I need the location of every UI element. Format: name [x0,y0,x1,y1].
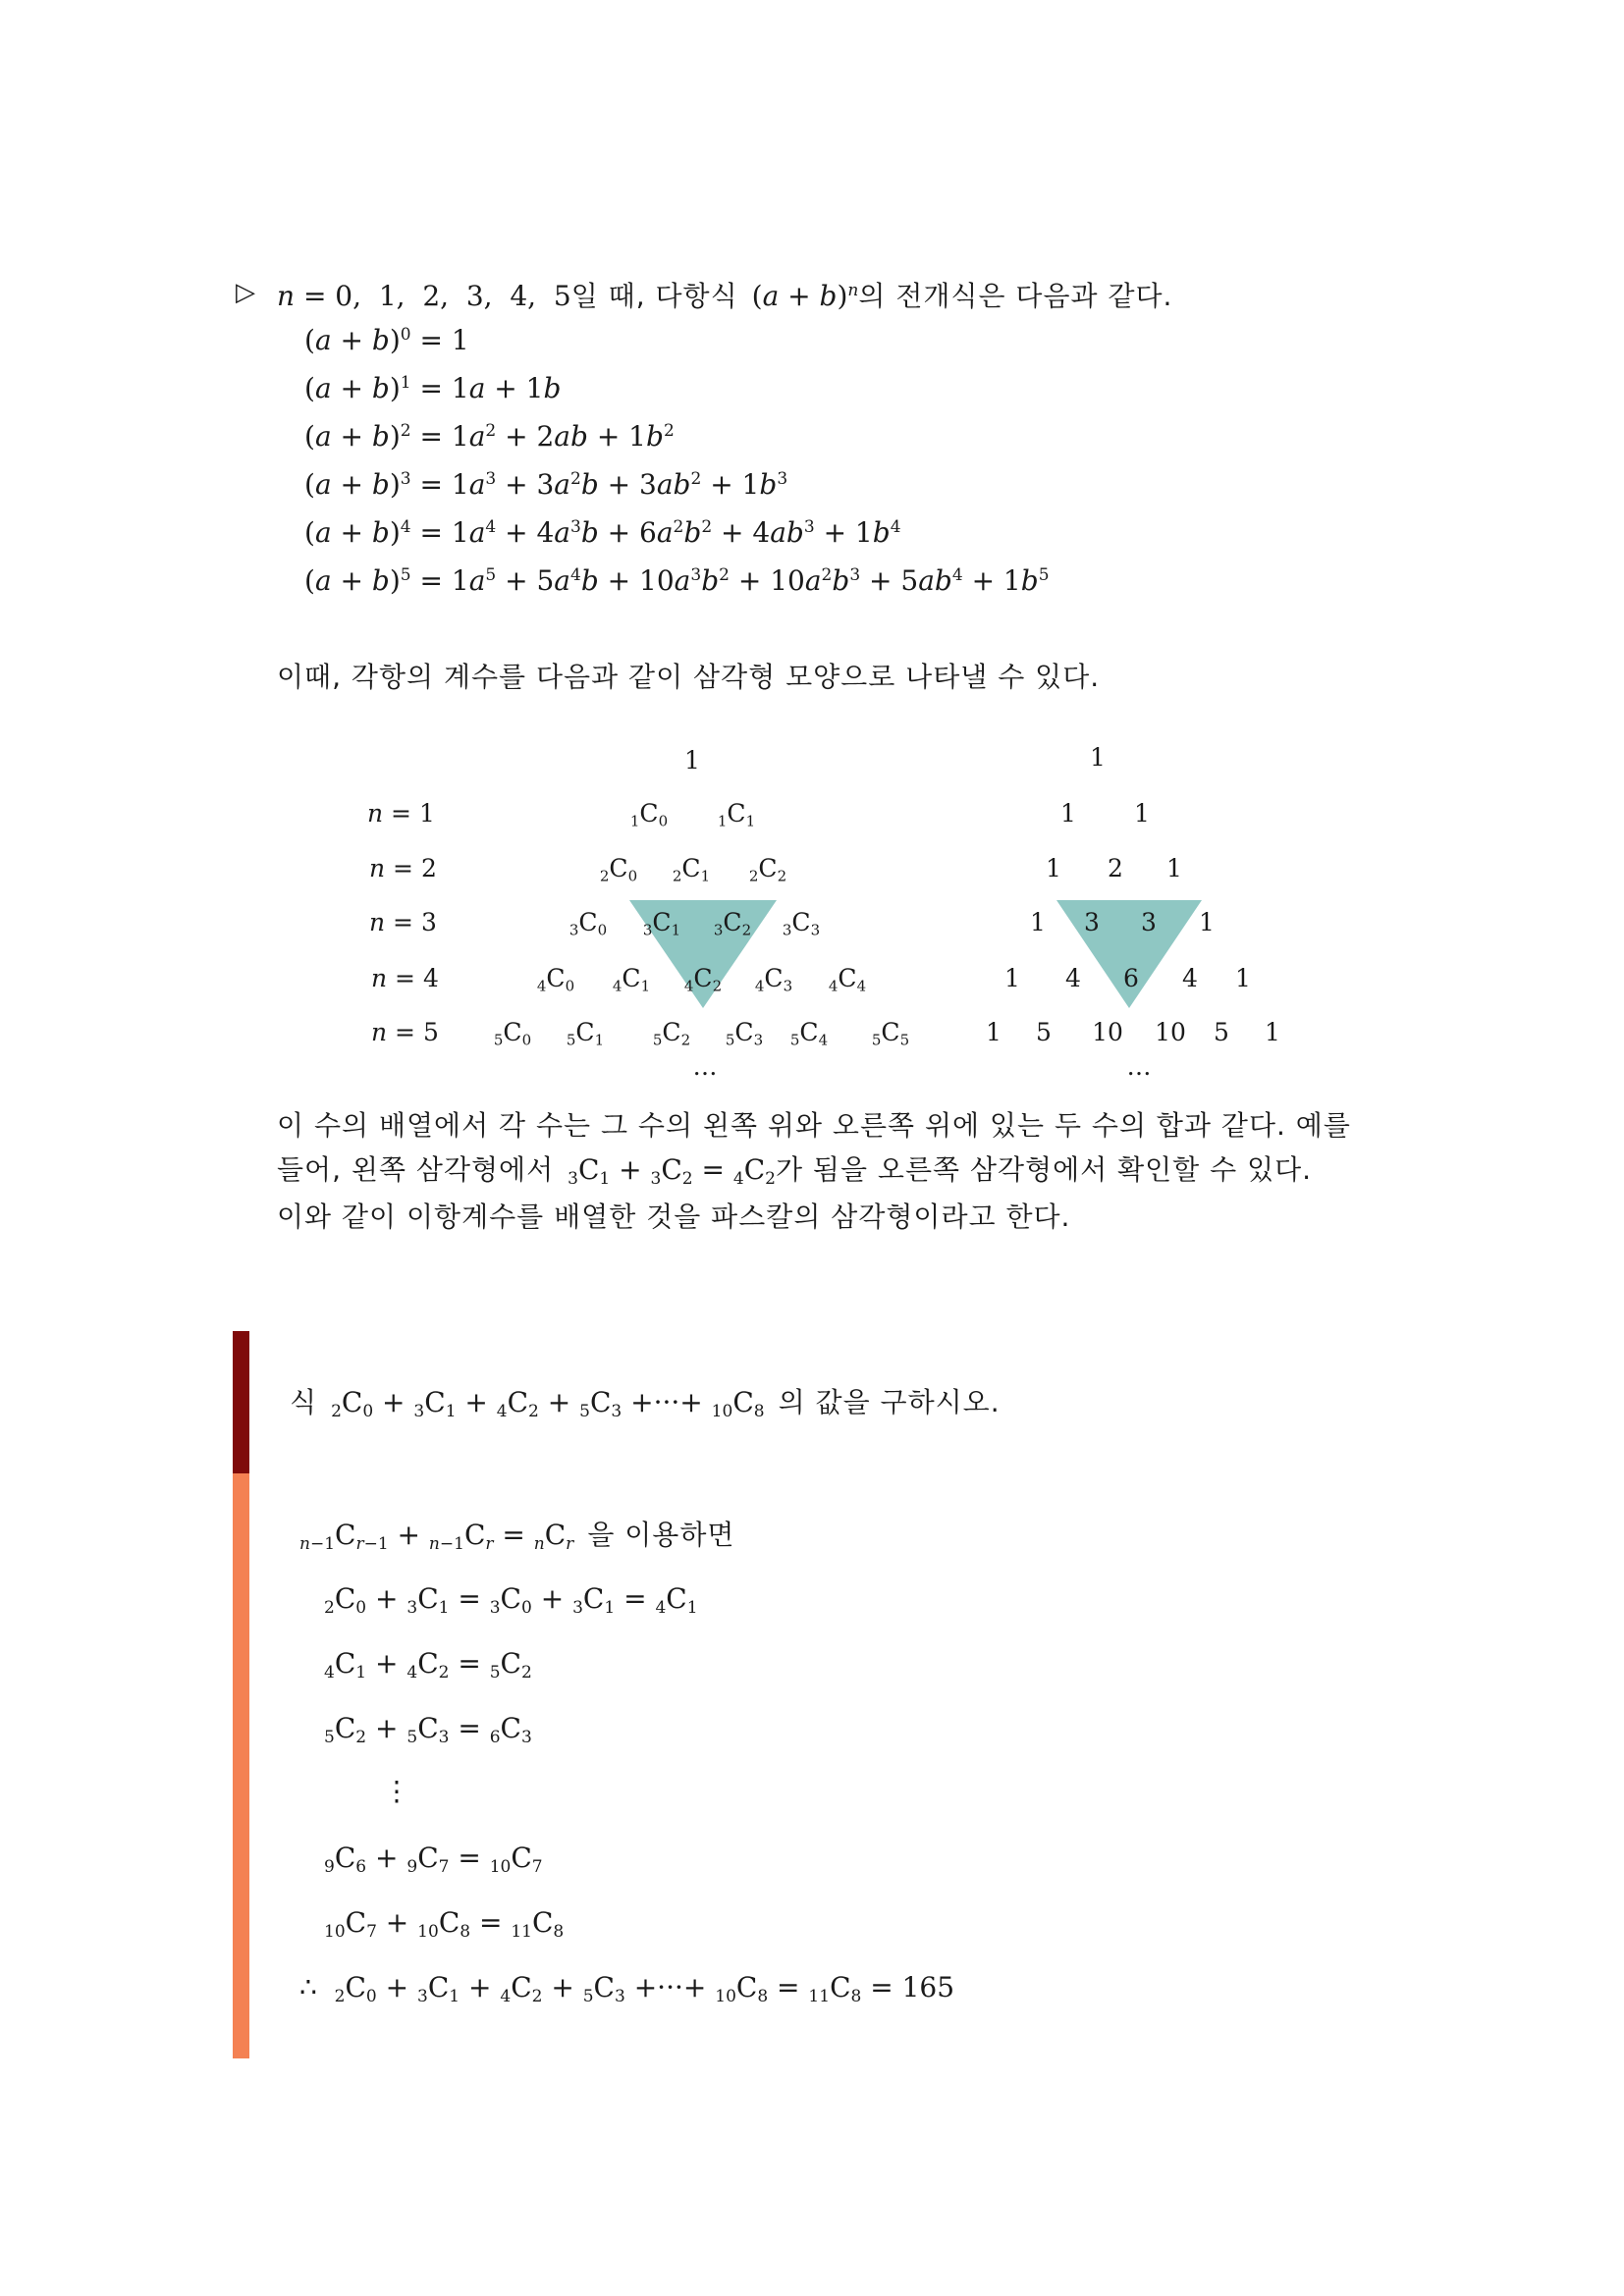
comb-4-3: $_4C_3$ [754,964,793,995]
expansion-4: $(a + b)^4 = 1a^4 + 4a^3b + 6a^2b^2 + 4ab^3 + 1b^4$ [304,516,901,549]
comb-3-3: $_3C_3$ [782,908,821,939]
solution-step-4: $_9C_6 + _9C_7 = _{10}C_7$ [324,1842,543,1878]
expansion-2: $(a + b)^2 = 1a^2 + 2ab + 1b^2$ [304,420,675,453]
pascal-value-4-2: 6 [1123,964,1139,992]
pascal-value-1-1: 1 [1134,799,1150,828]
expansion-0: $(a + b)^0 = 1$ [304,324,469,356]
comb-4-1: $_4C_1$ [612,964,651,995]
problem-bar [233,1331,249,1473]
polynomial: $(a + b)^n$ [742,280,859,312]
pascal-value-4-4: 1 [1235,964,1251,992]
solution-bar [233,1473,249,2058]
solution-step-5: $_{10}C_7 + _{10}C_8 = _{11}C_8$ [324,1906,565,1943]
solution-step-3: $_5C_2 + _5C_3 = _6C_3$ [324,1712,532,1748]
pascal-value-4-0: 1 [1004,964,1020,992]
pascal-value-3-3: 1 [1199,908,1215,936]
comb-5-3: $_5C_3$ [725,1018,764,1049]
pascal-identity: $_3C_1 + _3C_2 = _4C_2$ [568,1153,776,1190]
row-label-5: n = 5 [371,1018,439,1046]
pascal-value-1-0: 1 [1060,799,1076,828]
solution-step-1: $_2C_0 + _3C_1 = _3C_0 + _3C_1 = _4C_1$ [324,1582,698,1619]
pascal-value-3-2: 3 [1141,908,1157,936]
problem-pre: 식 [290,1386,318,1418]
pascal-value-5-1: 5 [1036,1018,1052,1046]
pascal-rule: $_{n-1}C_{r-1} + _{n-1}C_r = _nC_r$ [299,1519,574,1555]
expansion-1: $(a + b)^1 = 1a + 1b$ [304,372,562,404]
comb-2-0: $_2C_0$ [599,854,638,885]
comb-5-1: $_5C_1$ [566,1018,605,1049]
pascal-value-5-3: 10 [1155,1018,1186,1046]
comb-5-4: $_5C_4$ [789,1018,829,1049]
bullet-icon: ▷ [236,278,255,307]
left-apex: 1 [684,746,700,774]
explain-rule-line1: 이 수의 배열에서 각 수는 그 수의 왼쪽 위와 오른쪽 위에 있는 두 수의 합과 같다. 예를 [277,1109,1351,1142]
explain-rule-line2 [277,1148,1312,1188]
expansion-3: $(a + b)^3 = 1a^3 + 3a^2b + 3ab^2 + 1b^3$ [304,468,788,501]
expansion-5: $(a + b)^5 = 1a^5 + 5a^4b + 10a^3b^2 + 10a^2b^3 + 5ab^4 + 1b^5$ [304,564,1050,597]
comb-3-0: $_3C_0$ [568,908,608,939]
answer-value: 165 [901,1971,955,2003]
pascal-value-5-2: 10 [1092,1018,1123,1046]
pascal-value-3-1: 3 [1084,908,1100,936]
pascal-value-3-0: 1 [1030,908,1046,936]
pascal-value-0-0: 1 [1090,743,1106,772]
problem-statement [290,1381,1001,1420]
n-values: n = 0, 1, 2, 3, 4, 5 [277,280,571,312]
comb-1-0: $_1C_0$ [629,799,669,830]
explain-rule-line3: 이와 같이 이항계수를 배열한 것을 파스칼의 삼각형이라고 한다. [277,1201,1071,1233]
pascal-value-5-0: 1 [986,1018,1001,1046]
left-ellipsis: … [692,1052,718,1081]
comb-4-0: $_4C_0$ [536,964,575,995]
explain-coefficients: 이때, 각항의 계수를 다음과 같이 삼각형 모양으로 나타낼 수 있다. [277,661,1101,693]
comb-5-2: $_5C_2$ [652,1018,691,1049]
pascal-triangle-figure [0,0,1624,1109]
pascal-value-4-1: 4 [1065,964,1081,992]
comb-5-0: $_5C_0$ [493,1018,532,1049]
pascal-value-5-4: 5 [1214,1018,1229,1046]
line2-pre: 들어, 왼쪽 삼각형에서 [277,1153,555,1186]
pascal-value-5-5: 1 [1265,1018,1280,1046]
comb-4-2: $_4C_2$ [683,964,723,995]
problem-post: 의 값을 구하시오. [778,1386,1001,1418]
problem-expression: $_2C_0 + _3C_1 + _4C_2 + _5C_3$ +···+ $_{10}C_8$ [331,1386,765,1422]
comb-4-4: $_4C_4$ [828,964,867,995]
row-label-3: n = 3 [369,908,437,936]
pascal-value-2-1: 2 [1108,854,1123,882]
comb-3-2: $_3C_2$ [713,908,752,939]
highlight-triangles [0,0,1624,1109]
solution-step-2: $_4C_1 + _4C_2 = _5C_2$ [324,1647,532,1683]
intro-text-end: 의 전개식은 다음과 같다. [858,280,1173,312]
pascal-value-4-3: 4 [1182,964,1198,992]
pascal-value-2-2: 1 [1166,854,1182,882]
therefore-symbol: ∴ [299,1971,317,2003]
solution-vdots: ⋮ [383,1775,410,1807]
comb-1-1: $_1C_1$ [717,799,756,830]
comb-2-1: $_2C_1$ [672,854,711,885]
right-ellipsis: … [1126,1052,1152,1081]
line2-post: 가 됨을 오른쪽 삼각형에서 확인할 수 있다. [775,1153,1313,1186]
solution-conclusion: ∴ $_2C_0 + _3C_1 + _4C_2 + _5C_3$ +···+ $_{10}C_8 = _{11}C_8 = 165$ [299,1971,955,2007]
row-label-1: n = 1 [367,799,435,828]
comb-3-1: $_3C_1$ [642,908,681,939]
pascal-value-2-0: 1 [1046,854,1061,882]
row-label-2: n = 2 [369,854,437,882]
comb-5-5: $_5C_5$ [871,1018,910,1049]
row-label-4: n = 4 [371,964,439,992]
solution-intro [299,1514,734,1553]
intro-text: 일 때, 다항식 [570,280,738,312]
solution-intro-text: 을 이용하면 [587,1519,735,1551]
comb-2-2: $_2C_2$ [748,854,787,885]
